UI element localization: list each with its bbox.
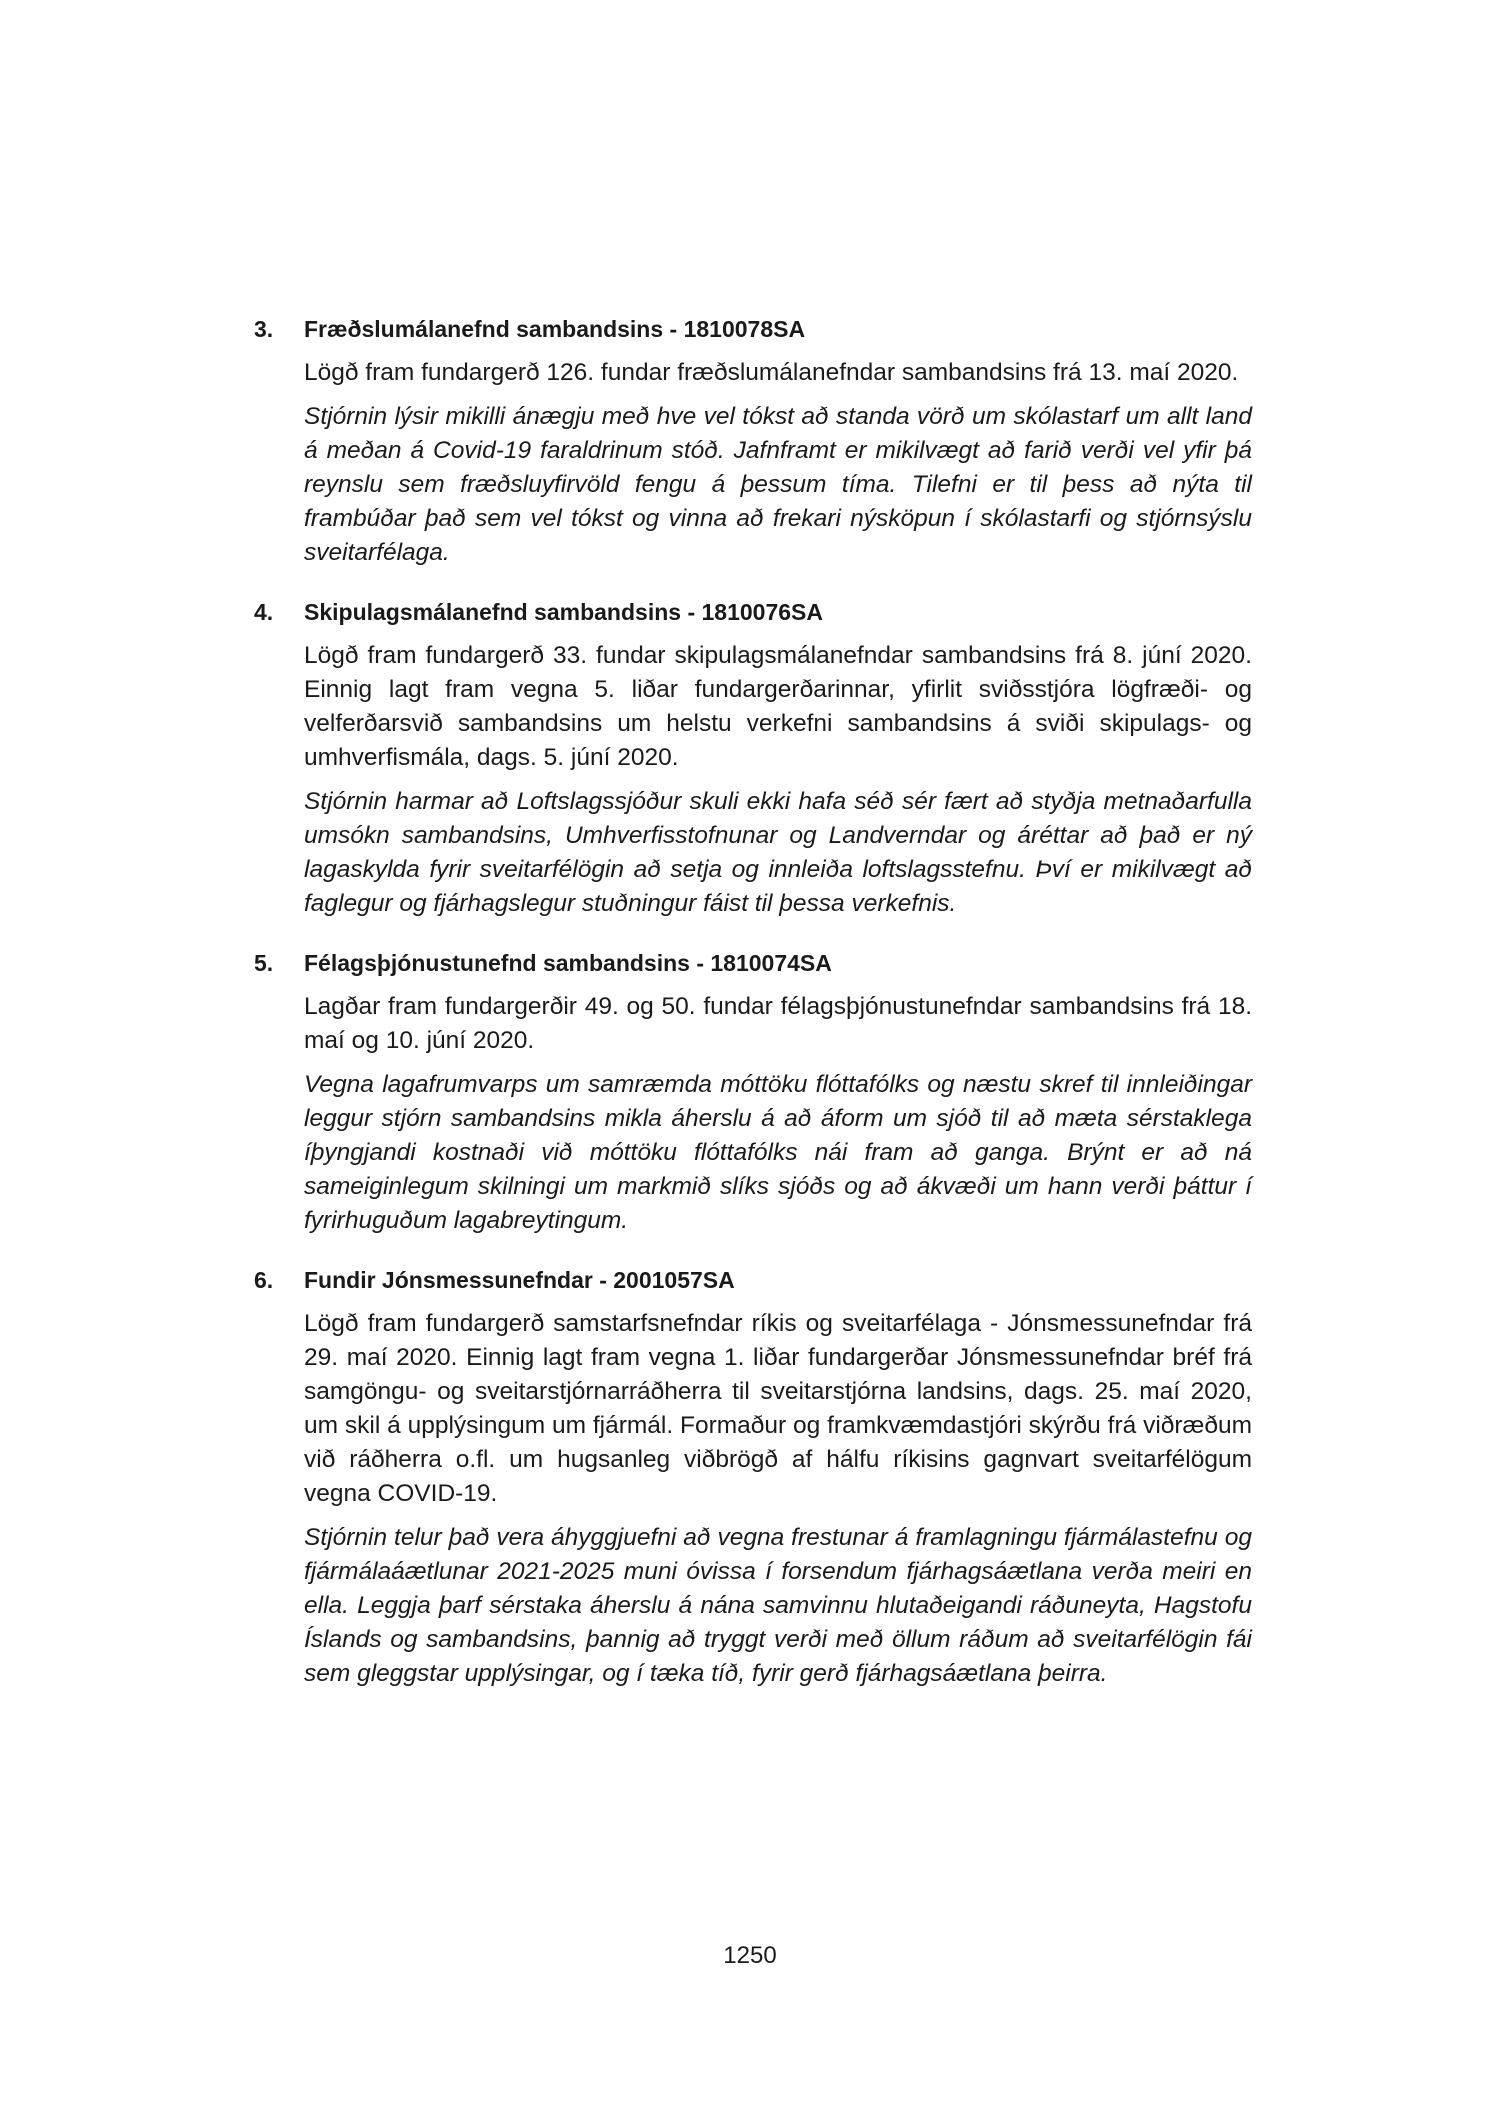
agenda-item-text: Lögð fram fundargerð 126. fundar fræðslumálanefndar sambandsins frá 13. maí 2020.: [304, 359, 1239, 386]
agenda-item-4: [254, 595, 1252, 921]
agenda-item-text: Lagðar fram fundargerðir 49. og 50. fundar félagsþjónustunefndar sambandsins frá 18. maí og 10. júní 2020.: [304, 993, 1252, 1054]
agenda-item-title: Skipulagsmálanefnd sambandsins - 1810076SA: [304, 599, 823, 625]
agenda-item-resolution: Vegna lagafrumvarps um samræmda móttöku flóttafólks og næstu skref til innleiðingar leggur stjórn sambandsins mikla áherslu á að áform um sjóð til að mæta sérstaklega íþyngjandi kostnaði við móttöku flóttafólks nái fram að ganga. Brýnt er að ná sameiginlegum skilningi um markmið slíks sjóðs og að ákvæði um hann verði þáttur í fyrirhuguðum lagabreytingum.: [304, 1071, 1252, 1234]
agenda-item-heading: [254, 595, 1252, 629]
agenda-item-resolution: Stjórnin telur það vera áhyggjuefni að vegna frestunar á framlagningu fjármálastefnu og fjármálaáætlunar 2021-2025 muni óvissa í forsendum fjárhagsáætlana verða meiri en ella. Leggja þarf sérstaka áherslu á nána samvinnu hlutaðeigandi ráðuneyta, Hagstofu Íslands og sambandsins, þannig að tryggt verði með öllum ráðum að sveitarfélögin fái sem gleggstar upplýsingar, og í tæka tíð, fyrir gerð fjárhagsáætlana þeirra.: [304, 1524, 1252, 1687]
agenda-item-number: 3.: [254, 316, 274, 342]
agenda-item-5: [254, 946, 1252, 1238]
agenda-item-number: 6.: [254, 1267, 274, 1293]
agenda-item-3: [254, 312, 1252, 570]
agenda-item-heading: [254, 1263, 1252, 1297]
document-body: [254, 312, 1252, 1716]
agenda-item-heading: [254, 946, 1252, 980]
page-number: 1250: [723, 1942, 777, 1969]
agenda-item-title: Félagsþjónustunefnd sambandsins - 1810074SA: [304, 950, 832, 976]
agenda-item-text: Lögð fram fundargerð samstarfsnefndar ríkis og sveitarfélaga - Jónsmessunefndar frá 29. maí 2020. Einnig lagt fram vegna 1. liðar fundargerðar Jónsmessunefndar bréf frá samgöngu- og sveitarstjórnarráðherra til sveitarstjórna landsins, dags. 25. maí 2020, um skil á upplýsingum um fjármál. Formaður og framkvæmdastjóri skýrðu frá viðræðum við ráðherra o.fl. um hugsanleg viðbrögð af hálfu ríkisins gagnvart sveitarfélögum vegna COVID-19.: [304, 1310, 1252, 1507]
agenda-item-number: 5.: [254, 950, 274, 976]
agenda-item-number: 4.: [254, 599, 274, 625]
agenda-item-6: [254, 1263, 1252, 1691]
agenda-item-title: Fundir Jónsmessunefndar - 2001057SA: [304, 1267, 735, 1293]
agenda-item-resolution: Stjórnin harmar að Loftslagssjóður skuli ekki hafa séð sér fært að styðja metnaðarfulla umsókn sambandsins, Umhverfisstofnunar og Landverndar og áréttar að það er ný lagaskylda fyrir sveitarfélögin að setja og innleiða loftslagsstefnu. Því er mikilvægt að faglegur og fjárhagslegur stuðningur fáist til þessa verkefnis.: [304, 788, 1252, 917]
agenda-item-heading: [254, 312, 1252, 346]
agenda-item-resolution: Stjórnin lýsir mikilli ánægju með hve vel tókst að standa vörð um skólastarf um allt land á meðan á Covid-19 faraldrinum stóð. Jafnframt er mikilvægt að farið verði vel yfir þá reynslu sem fræðsluyfirvöld fengu á þessum tíma. Tilefni er til þess að nýta til frambúðar það sem vel tókst og vinna að frekari nýsköpun í skólastarfi og stjórnsýslu sveitarfélaga.: [304, 403, 1252, 566]
agenda-item-text: Lögð fram fundargerð 33. fundar skipulagsmálanefndar sambandsins frá 8. júní 2020. Einnig lagt fram vegna 5. liðar fundargerðarinnar, yfirlit sviðsstjóra lögfræði- og velferðarsvið sambandsins um helstu verkefni sambandsins á sviði skipulags- og umhverfismála, dags. 5. júní 2020.: [304, 642, 1252, 771]
agenda-item-title: Fræðslumálanefnd sambandsins - 1810078SA: [304, 316, 806, 342]
